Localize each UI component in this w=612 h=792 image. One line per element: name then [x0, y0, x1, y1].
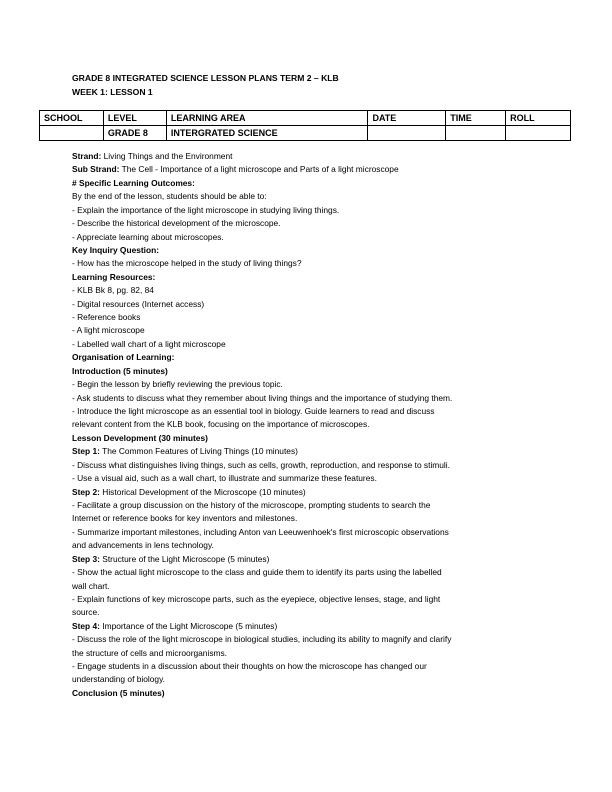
line-text: source. [72, 607, 100, 618]
body-line [72, 150, 550, 163]
body-line [72, 257, 550, 270]
body-line [72, 593, 550, 606]
line-text: Importance of the Light Microscope (5 minutes) [99, 620, 278, 631]
line-label: Learning Resources: [72, 271, 156, 282]
body-line [72, 432, 550, 445]
line-text: - Summarize important milestones, including Anton van Leeuwenhoek's first microscopic observations [72, 526, 449, 537]
line-label: Step 4: [72, 620, 100, 631]
header-level: LEVEL [103, 111, 166, 126]
header-date: DATE [368, 111, 446, 126]
body-line [72, 539, 550, 552]
body-line [72, 526, 550, 539]
cell-level: GRADE 8 [103, 126, 166, 141]
line-text: Living Things and the Environment [101, 151, 233, 161]
body-line [72, 459, 550, 472]
line-text: and advancements in lens technology. [72, 540, 214, 551]
header-school: SCHOOL [40, 111, 104, 126]
line-text: understanding of biology. [72, 674, 165, 685]
line-text: - Explain functions of key microscope parts, such as the eyepiece, objective lenses, stage, and light [72, 593, 441, 604]
line-text: relevant content from the KLB book, focusing on the importance of microscopes. [72, 419, 370, 430]
body-line [72, 338, 550, 351]
body-line [72, 365, 550, 378]
header-learning-area: LEARNING AREA [166, 111, 368, 126]
week-lesson-heading: WEEK 1: LESSON 1 [72, 87, 153, 97]
body-line [72, 647, 550, 660]
line-text: - Describe the historical development of the microscope. [72, 218, 281, 229]
body-line [72, 566, 550, 579]
body-line [72, 163, 550, 176]
line-text: Historical Development of the Microscope (10 minutes) [99, 486, 306, 497]
line-label: Step 1: [72, 446, 100, 457]
line-label: Strand: [72, 151, 102, 161]
line-text: - Discuss what distinguishes living things, such as cells, growth, reproduction, and response to stimuli. [72, 459, 450, 470]
header-roll: ROLL [506, 111, 571, 126]
line-text: - A light microscope [72, 325, 145, 336]
table-header-row [40, 111, 571, 126]
body-line [72, 378, 550, 391]
line-text: - Digital resources (Internet access) [72, 298, 205, 309]
line-text: The Common Features of Living Things (10 minutes) [99, 446, 298, 457]
cell-roll [506, 126, 571, 141]
line-text: Internet or reference books for key inventors and milestones. [72, 513, 298, 524]
body-line [72, 486, 550, 499]
body-line [72, 311, 550, 324]
line-text: - How has the microscope helped in the study of living things? [72, 258, 302, 269]
line-text: - Appreciate learning about microscopes. [72, 231, 224, 242]
line-label: Organisation of Learning: [72, 352, 175, 363]
line-text: - Engage students in a discussion about their thoughts on how the microscope has changed our [72, 661, 427, 672]
body-line [72, 190, 550, 203]
body-line [72, 620, 550, 633]
line-text: By the end of the lesson, students should be able to: [72, 191, 267, 202]
line-label: Step 3: [72, 553, 100, 564]
body-line [72, 204, 550, 217]
body-line [72, 553, 550, 566]
lesson-plan-body [72, 150, 550, 700]
body-line [72, 633, 550, 646]
body-line [72, 177, 550, 190]
body-line [72, 660, 550, 673]
line-text: - KLB Bk 8, pg. 82, 84 [72, 285, 154, 296]
body-line [72, 580, 550, 593]
cell-time [446, 126, 506, 141]
line-text: wall chart. [72, 580, 110, 591]
line-text: - Discuss the role of the light microscope in biological studies, including its ability to magnify and clarify [72, 634, 452, 645]
body-line [72, 392, 550, 405]
line-text: - Introduce the light microscope as an essential tool in biology. Guide learners to read and discuss [72, 406, 435, 417]
body-line [72, 217, 550, 230]
body-line [72, 673, 550, 686]
lesson-info-table [39, 110, 571, 141]
body-line [72, 687, 550, 700]
body-line [72, 472, 550, 485]
line-text: - Use a visual aid, such as a wall chart, to illustrate and summarize these features. [72, 473, 377, 484]
body-line [72, 606, 550, 619]
line-text: - Explain the importance of the light microscope in studying living things. [72, 204, 340, 215]
line-text: - Labelled wall chart of a light microscope [72, 338, 226, 349]
line-label: Sub Strand: [72, 164, 120, 175]
cell-learning-area: INTERGRATED SCIENCE [166, 126, 368, 141]
line-text: - Begin the lesson by briefly reviewing the previous topic. [72, 379, 283, 390]
table-row [40, 126, 571, 141]
line-text: - Facilitate a group discussion on the history of the microscope, prompting students to search the [72, 499, 431, 510]
body-line [72, 324, 550, 337]
body-line [72, 499, 550, 512]
body-line [72, 271, 550, 284]
body-line [72, 445, 550, 458]
line-text: the structure of cells and microorganisms. [72, 647, 227, 658]
document-title: GRADE 8 INTEGRATED SCIENCE LESSON PLANS TERM 2 – KLB [72, 73, 339, 83]
cell-school [40, 126, 104, 141]
body-line [72, 298, 550, 311]
body-line [72, 405, 550, 418]
body-line [72, 351, 550, 364]
line-text: - Reference books [72, 312, 141, 323]
line-label: Step 2: [72, 486, 100, 497]
line-label: Key Inquiry Question: [72, 244, 160, 255]
cell-date [368, 126, 446, 141]
line-text: - Ask students to discuss what they remember about living things and the importance of studying them. [72, 392, 453, 403]
line-text: Structure of the Light Microscope (5 minutes) [99, 553, 270, 564]
header-time: TIME [446, 111, 506, 126]
line-text: - Show the actual light microscope to the class and guide them to identify its parts using the labelled [72, 567, 442, 578]
line-text: The Cell - Importance of a light microscope and Parts of a light microscope [119, 164, 399, 175]
body-line [72, 512, 550, 525]
line-label: Conclusion (5 minutes) [72, 687, 165, 698]
line-label: Introduction (5 minutes) [72, 365, 168, 376]
line-label: Lesson Development (30 minutes) [72, 432, 208, 443]
body-line [72, 244, 550, 257]
body-line [72, 418, 550, 431]
body-line [72, 231, 550, 244]
body-line [72, 284, 550, 297]
line-label: # Specific Learning Outcomes: [72, 177, 195, 188]
